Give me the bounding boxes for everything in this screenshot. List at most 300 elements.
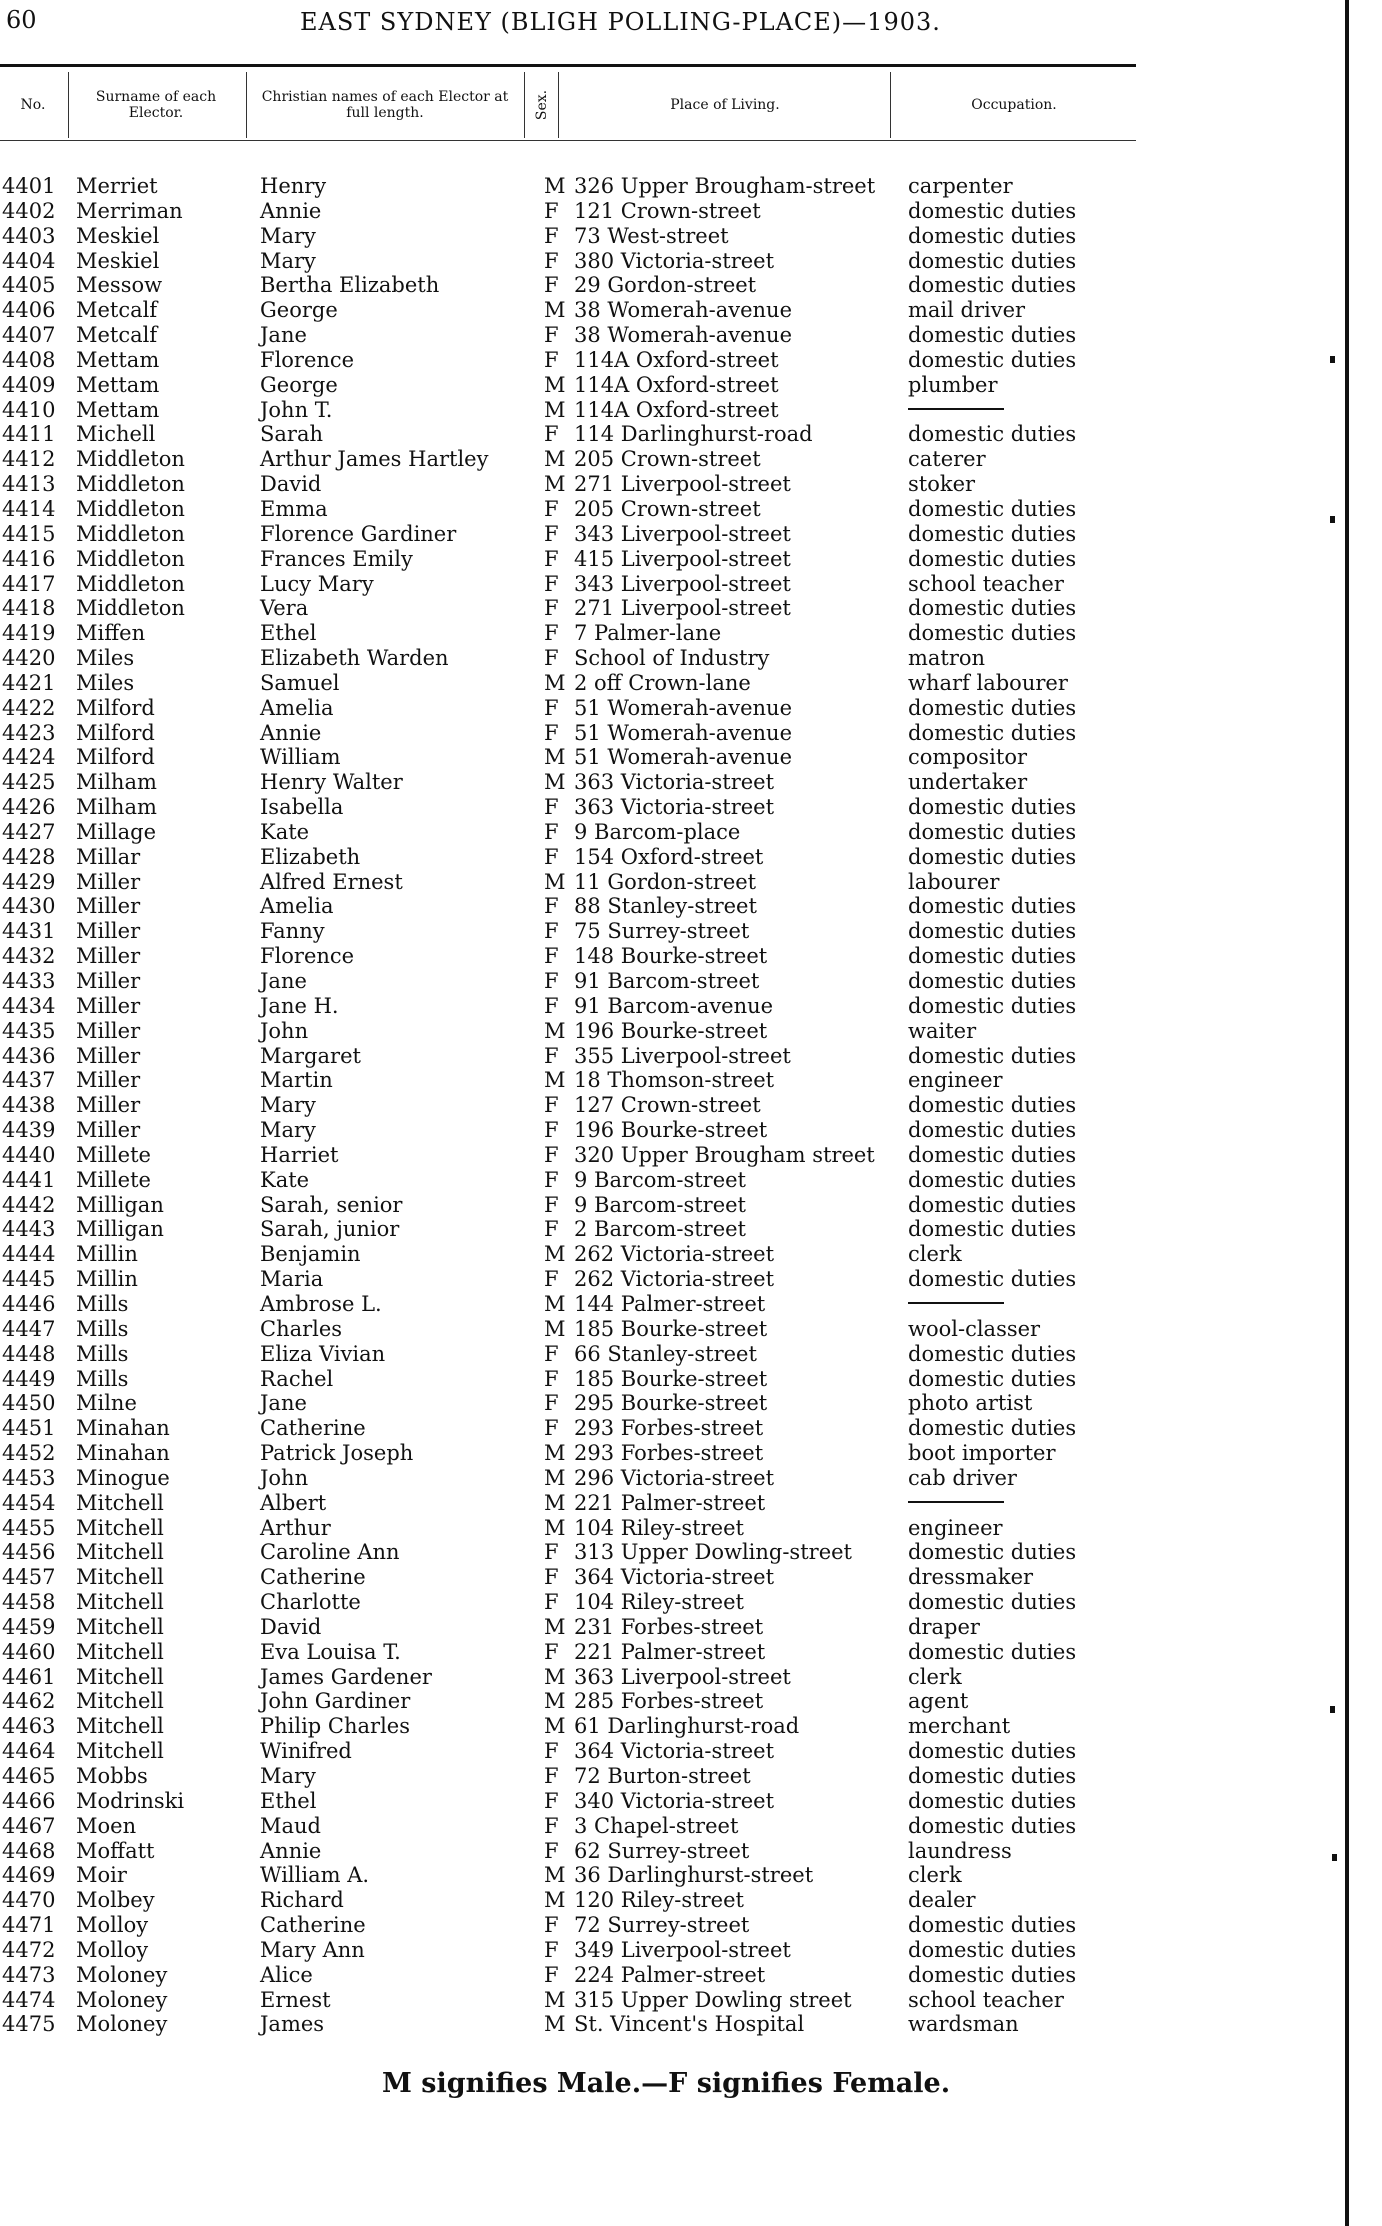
table-row xyxy=(0,1689,1160,1714)
elector-occupation: wardsman xyxy=(908,2012,1019,2037)
elector-number: 4440 xyxy=(2,1142,56,1167)
elector-surname: Mills xyxy=(76,1291,129,1316)
elector-number: 4414 xyxy=(2,496,56,521)
elector-number: 4466 xyxy=(2,1788,56,1813)
elector-place-of-living: 72 Burton-street xyxy=(574,1764,751,1788)
elector-place-of-living: 196 Bourke-street xyxy=(574,1018,768,1043)
elector-number: 4454 xyxy=(2,1490,56,1515)
elector-occupation: stoker xyxy=(908,472,976,497)
elector-christian-names: Amelia xyxy=(260,894,334,919)
elector-place-of-living: 343 Liverpool-street xyxy=(574,521,791,546)
elector-surname: Modrinski xyxy=(76,1788,185,1813)
table-row xyxy=(0,671,1160,696)
elector-christian-names: John T. xyxy=(260,397,333,422)
elector-christian-names: David xyxy=(260,472,322,497)
elector-sex: F xyxy=(544,1391,559,1416)
table-row xyxy=(0,1168,1160,1193)
elector-number: 4410 xyxy=(2,397,56,422)
elector-number: 4432 xyxy=(2,944,56,969)
elector-surname: Molbey xyxy=(76,1888,155,1913)
elector-surname: Milham xyxy=(76,795,157,820)
elector-occupation: domestic duties xyxy=(908,1590,1077,1615)
table-row xyxy=(0,1367,1160,1392)
elector-sex: F xyxy=(544,546,559,571)
elector-occupation: domestic duties xyxy=(908,323,1077,348)
elector-christian-names: Florence xyxy=(260,347,355,372)
elector-sex: F xyxy=(544,596,559,621)
elector-occupation: domestic duties xyxy=(908,1167,1077,1192)
elector-sex: M xyxy=(544,2012,566,2037)
elector-place-of-living: 271 Liverpool-street xyxy=(574,472,791,497)
elector-place-of-living: 73 West-street xyxy=(574,223,729,248)
elector-surname: Merriman xyxy=(76,198,183,223)
blank-dash xyxy=(908,1302,1004,1304)
elector-sex: M xyxy=(544,1018,566,1043)
elector-number: 4420 xyxy=(2,646,56,671)
elector-place-of-living: 326 Upper Brougham-street xyxy=(574,174,876,198)
elector-surname: Miller xyxy=(76,969,141,993)
elector-christian-names: Lucy Mary xyxy=(260,571,374,596)
elector-occupation: labourer xyxy=(908,869,1000,894)
table-row xyxy=(0,1441,1160,1466)
table-row xyxy=(0,944,1160,969)
footnote: M signifies Male.—F signifies Female. xyxy=(382,2068,951,2099)
table-row xyxy=(0,1118,1160,1143)
elector-sex: F xyxy=(544,844,559,869)
elector-occupation: domestic duties xyxy=(908,1788,1077,1813)
elector-sex: F xyxy=(544,993,559,1018)
elector-sex: F xyxy=(544,571,559,596)
elector-number: 4455 xyxy=(2,1515,56,1540)
table-row xyxy=(0,1665,1160,1690)
elector-surname: Mitchell xyxy=(76,1565,164,1590)
elector-number: 4421 xyxy=(2,670,56,695)
elector-place-of-living: 148 Bourke-street xyxy=(574,944,768,969)
elector-sex: F xyxy=(544,1217,559,1242)
elector-christian-names: Ethel xyxy=(260,621,317,646)
elector-sex: F xyxy=(544,894,559,919)
elector-sex: F xyxy=(544,1192,559,1217)
elector-sex: M xyxy=(544,397,566,422)
elector-place-of-living: 415 Liverpool-street xyxy=(574,546,791,571)
elector-sex: F xyxy=(544,1267,559,1292)
elector-place-of-living: St. Vincent's Hospital xyxy=(574,2012,805,2037)
elector-place-of-living: 185 Bourke-street xyxy=(574,1366,768,1391)
elector-surname: Minogue xyxy=(76,1465,170,1490)
table-row xyxy=(0,646,1160,671)
table-row xyxy=(0,1764,1160,1789)
elector-surname: Mitchell xyxy=(76,1714,164,1739)
elector-occupation: domestic duties xyxy=(908,546,1077,571)
table-row xyxy=(0,447,1160,472)
elector-sex: F xyxy=(544,521,559,546)
elector-christian-names: Samuel xyxy=(260,670,340,695)
elector-place-of-living: 363 Victoria-street xyxy=(574,770,775,795)
elector-place-of-living: 51 Womerah-avenue xyxy=(574,720,793,745)
elector-sex: M xyxy=(544,472,566,497)
table-row xyxy=(0,1068,1160,1093)
elector-sex: F xyxy=(544,1813,559,1838)
elector-surname: Middleton xyxy=(76,596,185,621)
elector-christian-names: Florence xyxy=(260,944,355,969)
elector-surname: Mitchell xyxy=(76,1490,164,1515)
elector-number: 4419 xyxy=(2,621,56,646)
elector-occupation: laundress xyxy=(908,1838,1012,1863)
table-row xyxy=(0,174,1160,199)
elector-number: 4438 xyxy=(2,1093,56,1118)
elector-place-of-living: 380 Victoria-street xyxy=(574,248,775,273)
elector-number: 4409 xyxy=(2,372,56,397)
column-header-no: No. xyxy=(20,97,46,113)
elector-christian-names: Arthur xyxy=(260,1515,331,1540)
column-divider xyxy=(246,72,247,138)
elector-sex: M xyxy=(544,1316,566,1341)
elector-occupation: engineer xyxy=(908,1515,1003,1540)
elector-surname: Miffen xyxy=(76,621,146,646)
elector-occupation: merchant xyxy=(908,1714,1011,1739)
elector-occupation: domestic duties xyxy=(908,969,1077,993)
table-row xyxy=(0,348,1160,373)
elector-number: 4458 xyxy=(2,1590,56,1615)
elector-occupation: draper xyxy=(908,1614,980,1639)
elector-number: 4429 xyxy=(2,869,56,894)
table-row xyxy=(0,422,1160,447)
elector-place-of-living: School of Industry xyxy=(574,646,770,671)
elector-occupation: domestic duties xyxy=(908,944,1077,969)
table-row xyxy=(0,249,1160,274)
elector-christian-names: Charlotte xyxy=(260,1590,361,1615)
elector-sex: F xyxy=(544,273,559,298)
elector-christian-names: Sarah, junior xyxy=(260,1217,400,1242)
elector-occupation: clerk xyxy=(908,1664,962,1689)
elector-occupation: wool-classer xyxy=(908,1316,1041,1341)
elector-occupation: domestic duties xyxy=(908,894,1077,919)
table-row xyxy=(0,1540,1160,1565)
elector-surname: Miller xyxy=(76,1118,141,1143)
elector-place-of-living: 262 Victoria-street xyxy=(574,1242,775,1267)
elector-place-of-living: 340 Victoria-street xyxy=(574,1788,775,1813)
table-row xyxy=(0,919,1160,944)
elector-christian-names: Amelia xyxy=(260,695,334,720)
elector-surname: Milford xyxy=(76,745,155,770)
elector-occupation: domestic duties xyxy=(908,1937,1077,1962)
elector-place-of-living: 205 Crown-street xyxy=(574,447,761,472)
elector-surname: Mills xyxy=(76,1316,129,1341)
elector-list xyxy=(0,174,1160,2037)
elector-number: 4465 xyxy=(2,1764,56,1788)
elector-surname: Mitchell xyxy=(76,1664,164,1689)
blank-dash xyxy=(908,408,1004,410)
elector-sex: M xyxy=(544,298,566,323)
elector-place-of-living: 293 Forbes-street xyxy=(574,1416,764,1441)
elector-surname: Meskiel xyxy=(76,223,160,248)
elector-surname: Milford xyxy=(76,720,155,745)
elector-occupation: school teacher xyxy=(908,571,1064,596)
elector-occupation: domestic duties xyxy=(908,1639,1077,1664)
elector-surname: Moir xyxy=(76,1863,127,1888)
elector-place-of-living: 221 Palmer-street xyxy=(574,1639,766,1664)
elector-sex: F xyxy=(544,347,559,372)
elector-surname: Millin xyxy=(76,1267,138,1292)
elector-number: 4448 xyxy=(2,1341,56,1366)
elector-number: 4405 xyxy=(2,273,56,298)
elector-place-of-living: 231 Forbes-street xyxy=(574,1614,764,1639)
elector-sex: F xyxy=(544,720,559,745)
elector-christian-names: Catherine xyxy=(260,1565,366,1590)
table-row xyxy=(0,1565,1160,1590)
elector-surname: Miller xyxy=(76,1068,141,1093)
table-row xyxy=(0,224,1160,249)
elector-number: 4417 xyxy=(2,571,56,596)
elector-number: 4447 xyxy=(2,1316,56,1341)
elector-sex: F xyxy=(544,1540,559,1565)
elector-occupation xyxy=(908,398,1004,423)
table-row xyxy=(0,1242,1160,1267)
elector-number: 4431 xyxy=(2,919,56,944)
elector-surname: Miller xyxy=(76,1043,141,1068)
table-row xyxy=(0,472,1160,497)
elector-sex: M xyxy=(544,372,566,397)
elector-christian-names: Margaret xyxy=(260,1043,361,1068)
table-row xyxy=(0,1789,1160,1814)
table-row xyxy=(0,1292,1160,1317)
elector-occupation: domestic duties xyxy=(908,1043,1077,1068)
elector-christian-names: Richard xyxy=(260,1888,344,1913)
elector-christian-names: Winifred xyxy=(260,1739,352,1764)
table-row xyxy=(0,1317,1160,1342)
elector-occupation: domestic duties xyxy=(908,1764,1077,1788)
elector-place-of-living: 185 Bourke-street xyxy=(574,1316,768,1341)
elector-christian-names: Rachel xyxy=(260,1366,334,1391)
elector-occupation: domestic duties xyxy=(908,347,1077,372)
elector-sex: F xyxy=(544,422,559,447)
elector-occupation: photo artist xyxy=(908,1391,1033,1416)
elector-place-of-living: 9 Barcom-place xyxy=(574,819,741,844)
table-row xyxy=(0,1416,1160,1441)
elector-place-of-living: 144 Palmer-street xyxy=(574,1291,766,1316)
elector-place-of-living: 51 Womerah-avenue xyxy=(574,695,793,720)
page-number: 60 xyxy=(6,6,37,34)
elector-occupation: dressmaker xyxy=(908,1565,1034,1590)
elector-christian-names: Jane H. xyxy=(260,993,339,1018)
elector-occupation xyxy=(908,1491,1004,1516)
elector-sex: F xyxy=(544,1416,559,1441)
elector-surname: Mettam xyxy=(76,397,160,422)
elector-occupation: domestic duties xyxy=(908,1739,1077,1764)
table-row xyxy=(0,795,1160,820)
elector-occupation: domestic duties xyxy=(908,198,1077,223)
elector-christian-names: David xyxy=(260,1614,322,1639)
elector-number: 4475 xyxy=(2,2012,56,2037)
table-row xyxy=(0,845,1160,870)
elector-surname: Meskiel xyxy=(76,248,160,273)
table-row xyxy=(0,1640,1160,1665)
elector-occupation: boot importer xyxy=(908,1441,1056,1466)
elector-surname: Moloney xyxy=(76,2012,168,2037)
column-header-sex xyxy=(528,76,556,134)
elector-number: 4423 xyxy=(2,720,56,745)
elector-christian-names: Eliza Vivian xyxy=(260,1341,386,1366)
elector-surname: Mettam xyxy=(76,372,160,397)
elector-number: 4449 xyxy=(2,1366,56,1391)
elector-sex: F xyxy=(544,1093,559,1118)
elector-number: 4468 xyxy=(2,1838,56,1863)
elector-christian-names: William A. xyxy=(260,1863,370,1888)
table-row xyxy=(0,497,1160,522)
header-rule xyxy=(0,140,1136,141)
table-row xyxy=(0,1814,1160,1839)
elector-christian-names: Jane xyxy=(260,969,307,993)
elector-place-of-living: 66 Stanley-street xyxy=(574,1341,757,1366)
elector-christian-names: Harriet xyxy=(260,1142,339,1167)
margin-mark xyxy=(1330,516,1335,523)
table-row xyxy=(0,1590,1160,1615)
elector-sex: F xyxy=(544,323,559,348)
table-row xyxy=(0,1615,1160,1640)
elector-christian-names: Jane xyxy=(260,323,307,348)
elector-number: 4437 xyxy=(2,1068,56,1093)
column-divider xyxy=(68,72,69,138)
elector-surname: Milford xyxy=(76,695,155,720)
elector-christian-names: Fanny xyxy=(260,919,325,944)
elector-occupation: compositor xyxy=(908,745,1028,770)
elector-occupation: undertaker xyxy=(908,770,1028,795)
table-row xyxy=(0,1193,1160,1218)
elector-surname: Middleton xyxy=(76,546,185,571)
elector-number: 4415 xyxy=(2,521,56,546)
elector-surname: Milligan xyxy=(76,1192,164,1217)
table-row xyxy=(0,298,1160,323)
elector-christian-names: Ethel xyxy=(260,1788,317,1813)
elector-surname: Molloy xyxy=(76,1937,149,1962)
elector-surname: Merriet xyxy=(76,174,158,198)
elector-sex: M xyxy=(544,1614,566,1639)
elector-place-of-living: 9 Barcom-street xyxy=(574,1167,746,1192)
elector-occupation: domestic duties xyxy=(908,993,1077,1018)
elector-number: 4451 xyxy=(2,1416,56,1441)
table-row xyxy=(0,522,1160,547)
elector-number: 4425 xyxy=(2,770,56,795)
elector-place-of-living: 320 Upper Brougham street xyxy=(574,1142,875,1167)
elector-number: 4457 xyxy=(2,1565,56,1590)
elector-surname: Miles xyxy=(76,646,135,671)
elector-sex: F xyxy=(544,1590,559,1615)
elector-sex: M xyxy=(544,1689,566,1714)
elector-number: 4422 xyxy=(2,695,56,720)
elector-place-of-living: 313 Upper Dowling-street xyxy=(574,1540,852,1565)
elector-number: 4426 xyxy=(2,795,56,820)
elector-number: 4430 xyxy=(2,894,56,919)
elector-place-of-living: 121 Crown-street xyxy=(574,198,761,223)
elector-christian-names: Emma xyxy=(260,496,328,521)
elector-sex: F xyxy=(544,1937,559,1962)
elector-surname: Middleton xyxy=(76,496,185,521)
table-row xyxy=(0,1267,1160,1292)
table-row xyxy=(0,2012,1160,2037)
blank-dash xyxy=(908,1501,1004,1503)
elector-sex: F xyxy=(544,223,559,248)
elector-surname: Moloney xyxy=(76,1987,168,2012)
elector-surname: Minahan xyxy=(76,1441,170,1466)
elector-place-of-living: 355 Liverpool-street xyxy=(574,1043,791,1068)
elector-place-of-living: 114A Oxford-street xyxy=(574,372,779,397)
elector-number: 4461 xyxy=(2,1664,56,1689)
column-divider xyxy=(890,72,891,138)
elector-occupation: domestic duties xyxy=(908,1217,1077,1242)
elector-christian-names: Bertha Elizabeth xyxy=(260,273,440,298)
elector-sex: M xyxy=(544,1888,566,1913)
elector-occupation: clerk xyxy=(908,1242,962,1267)
elector-sex: M xyxy=(544,745,566,770)
elector-place-of-living: 61 Darlinghurst-road xyxy=(574,1714,800,1739)
elector-surname: Mills xyxy=(76,1341,129,1366)
elector-surname: Millin xyxy=(76,1242,138,1267)
top-rule xyxy=(0,64,1136,67)
elector-occupation: domestic duties xyxy=(908,1142,1077,1167)
elector-christian-names: Patrick Joseph xyxy=(260,1441,414,1466)
elector-occupation: cab driver xyxy=(908,1465,1017,1490)
elector-surname: Moffatt xyxy=(76,1838,155,1863)
elector-place-of-living: 72 Surrey-street xyxy=(574,1913,750,1938)
elector-surname: Millete xyxy=(76,1142,151,1167)
table-row xyxy=(0,1044,1160,1069)
elector-occupation: domestic duties xyxy=(908,795,1077,820)
elector-occupation: domestic duties xyxy=(908,1813,1077,1838)
column-divider xyxy=(558,72,559,138)
elector-occupation: domestic duties xyxy=(908,496,1077,521)
elector-christian-names: John xyxy=(260,1018,309,1043)
elector-number: 4407 xyxy=(2,323,56,348)
elector-occupation: domestic duties xyxy=(908,596,1077,621)
elector-surname: Mitchell xyxy=(76,1639,164,1664)
elector-place-of-living: 296 Victoria-street xyxy=(574,1465,775,1490)
table-row xyxy=(0,1863,1160,1888)
table-row xyxy=(0,1466,1160,1491)
elector-occupation: agent xyxy=(908,1689,969,1714)
elector-christian-names: John Gardiner xyxy=(260,1689,411,1714)
elector-occupation: school teacher xyxy=(908,1987,1064,2012)
elector-occupation: domestic duties xyxy=(908,223,1077,248)
elector-sex: M xyxy=(544,1465,566,1490)
elector-occupation: engineer xyxy=(908,1068,1003,1093)
elector-number: 4436 xyxy=(2,1043,56,1068)
elector-christian-names: Annie xyxy=(260,1838,322,1863)
elector-christian-names: Mary xyxy=(260,1764,316,1788)
column-header-place: Place of Living. xyxy=(670,97,780,113)
elector-christian-names: Martin xyxy=(260,1068,333,1093)
elector-christian-names: Caroline Ann xyxy=(260,1540,400,1565)
elector-occupation: mail driver xyxy=(908,298,1026,323)
table-row xyxy=(0,572,1160,597)
elector-surname: Mitchell xyxy=(76,1590,164,1615)
elector-surname: Middleton xyxy=(76,521,185,546)
elector-sex: F xyxy=(544,1118,559,1143)
table-row xyxy=(0,870,1160,895)
elector-number: 4450 xyxy=(2,1391,56,1416)
elector-place-of-living: 349 Liverpool-street xyxy=(574,1937,791,1962)
elector-surname: Milligan xyxy=(76,1217,164,1242)
elector-christian-names: Elizabeth Warden xyxy=(260,646,449,671)
table-row xyxy=(0,1963,1160,1988)
elector-christian-names: Benjamin xyxy=(260,1242,361,1267)
elector-sex: M xyxy=(544,1242,566,1267)
elector-sex: F xyxy=(544,198,559,223)
elector-occupation: domestic duties xyxy=(908,1913,1077,1938)
table-row xyxy=(0,596,1160,621)
elector-number: 4434 xyxy=(2,993,56,1018)
elector-surname: Metcalf xyxy=(76,298,158,323)
elector-surname: Mitchell xyxy=(76,1614,164,1639)
